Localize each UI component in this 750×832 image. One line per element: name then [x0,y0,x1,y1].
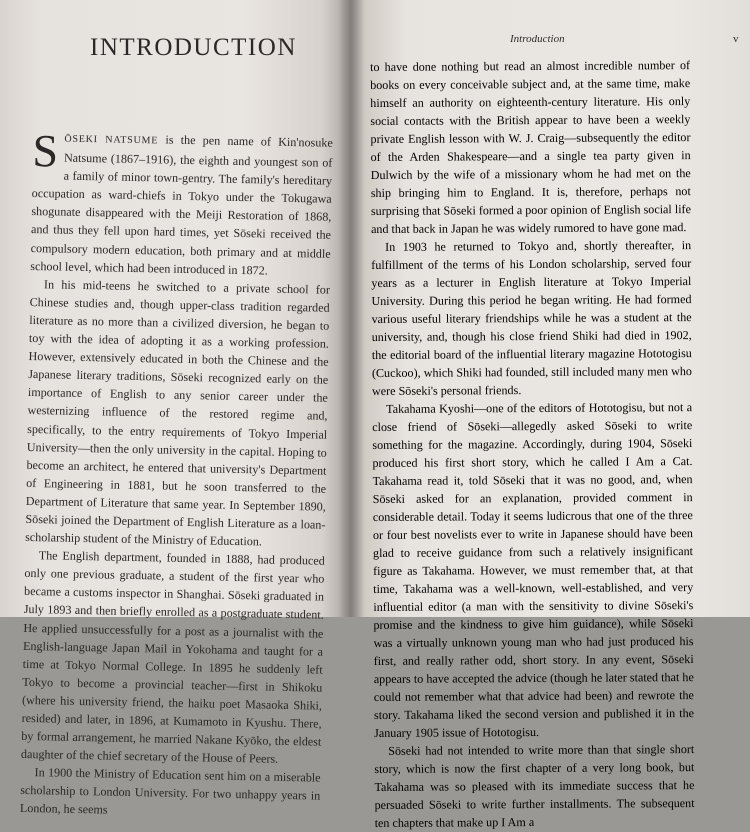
right-paragraph-2: In 1903 he returned to Tokyo and, shortly thereafter, in fulfillment of the terms of his London scholarship, served four years as a lecturer in English literature at Tokyo Imperial University. During this period he began writing. He had formed various useful literary friendships while he was a student at the university, and, though his close friend Shiki had died in 1902, the editorial board of the influential literary magazine Hototogisu (Cuckoo), which Shiki had founded, still included many men who were Sōseki's personal friends. [371,238,692,398]
page-number: v [733,33,739,45]
left-paragraph-1-text: is the pen name of Kin'nosuke Natsume (1867–1916), the eighth and youngest son of a family of minor town-gentry. The family's hereditary occupation as ward-chiefs in Tokyo under the Tokugawa shogunate disappeared with the Meiji Restoration of 1868, and thus they fell upon hard times, yet Sōseki received the compulsory modern education, both primary and at middle school level, which had been introduced in 1872. [30,132,333,278]
running-head: Introduction [510,33,565,45]
chapter-title: INTRODUCTION [90,34,297,61]
left-paragraph-3: The English department, founded in 1888, had produced only one previous graduate, a student of the first year who became a customs inspector in Shanghai. Sōseki graduated in July 1893 and then briefly enrolled as a postgraduate student. He applied unsuccessfully for a post as a journalist with the English-language Japan Mail in Yokohama and taught for a time at Tokyo Normal College. In 1895 he suddenly left Tokyo to become a provincial teacher—first in Shikoku (where his university friend, the haiku poet Masaoka Shiki, resided) and later, in 1896, at Kumamoto in Kyushu. There, by formal arrangement, he married Nakane Kyōko, the eldest daughter of the chief secretary of the House of Peers. [20,548,325,767]
right-paragraph-4: Sōseki had not intended to write more than that single short story, which is now the first chapter of a very long book, but Takahama was so pleased with its immediate success that he persuaded Sōseki to write further installments. The subsequent ten chapters that make up I Am a [374,742,695,830]
right-paragraph-1: to have done nothing but read an almost incredible number of books on every conceivable subject and, at the same time, make himself an authority on eighteenth-century literature. His only social contacts with the British appear to have been a weekly private English lesson with W. J. Craig—subsequently the editor of the Arden Shakespeare—and a single tea party given in Dulwich by the wife of a missionary whom he had met on the ship bringing him to England. It is, therefore, perhaps not surprising that Sōseki formed a poor opinion of English social life and that back in Japan he was widely rumored to have gone mad. [370,58,691,236]
left-paragraph-2: In his mid-teens he switched to a private school for Chinese studies and, though upper-class tradition regarded literature as no more than a civilized diversion, he began to toy with the idea of adopting it as a working profession. However, extensively educated in both the Chinese and the Japanese literary traditions, Sōseki recognized early on the importance of English to any senior career under the westernizing influence of the restored regime and, specifically, to the entry requirements of Tokyo Imperial University—then the only university in the capital. Hoping to become an architect, he entered that university's Department of Engineering in 1881, but he soon transferred to the Department of Literature that same year. In September 1890, Sōseki joined the Department of English Literature as a loan-scholarship student of the Ministry of Education. [25,276,331,549]
right-paragraph-3: Takahama Kyoshi—one of the editors of Hototogisu, but not a close friend of Sōseki—allegedly asked Sōseki to write something for the magazine. Accordingly, during 1904, Sōseki produced his first short story, which he called I Am a Cat. Takahama read it, told Sōseki that it was no good, and, when Sōseki asked for an explanation, provided comment in considerable detail. Today it seems ludicrous that one of the three or four best novelists ever to write in Japanese should have been glad to receive guidance from such a relatively insignificant figure as Takahama. However, we must remember that, at that time, Takahama was a well-known, well-established, and very influential editor (a man with the sensitivity to divine Sōseki's promise and the kindness to give him guidance), while Sōseki was a virtually unknown young man who had just produced his first, and really rather odd, short story. In any event, Sōseki appears to have accepted the advice (though he later stated that he could not remember what that advice had been) and rewrote the story. Takahama liked the second version and published it in the January 1905 issue of Hototogisu. [372,400,695,740]
right-page-body [370,56,695,832]
left-page-body [19,125,333,823]
left-paragraph-4: In 1900 the Ministry of Education sent him on a miserable scholarship to London University. For two unhappy years in London, he seems [19,765,321,818]
lead-small-caps: ŌSEKI NATSUME [64,133,159,147]
left-paragraph-1 [30,125,333,280]
left-page [0,0,350,818]
drop-cap: S [32,125,59,177]
book-gutter [338,0,364,617]
